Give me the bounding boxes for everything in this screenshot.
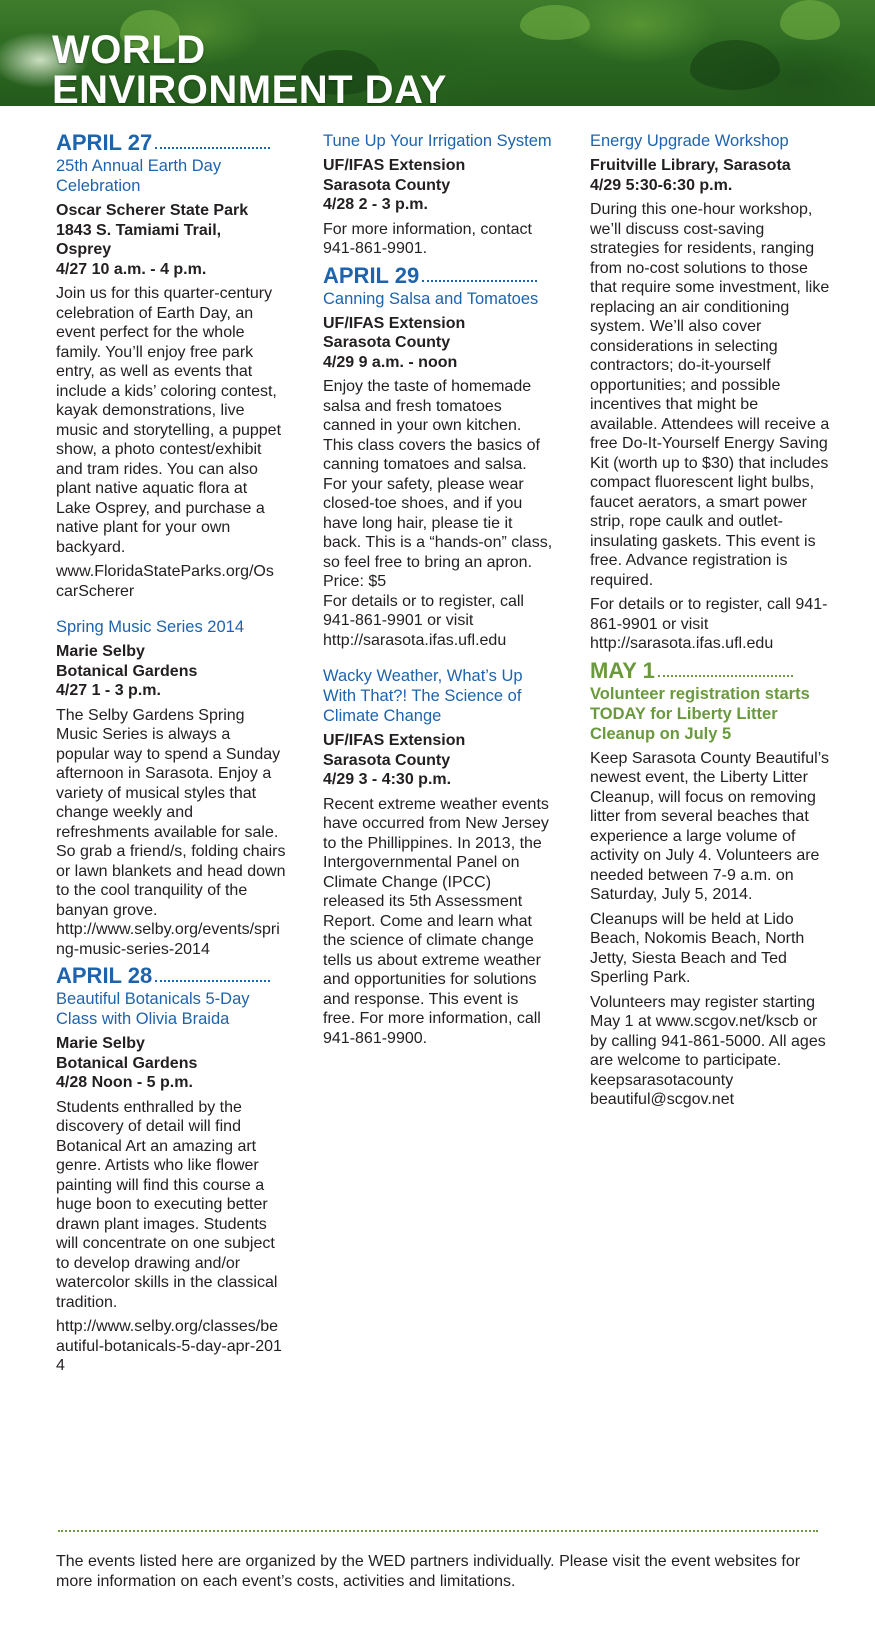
- event-description: The Selby Gardens Spring Music Series is always a popular way to spend a Sunday afternoon in Sarasota. Enjoy a variety of musical styles that change weekly and refreshments available for sale. So grab a friend/s, folding chairs or lawn blankets and head down to the cool tranquility of the banyan grove. http://www.selby.org/events/spring-music-series-2014: [56, 706, 286, 958]
- page-title-line1: WORLD: [52, 28, 206, 72]
- event-location: Botanical Gardens: [56, 1054, 198, 1072]
- event-location: UF/IFAS Extension: [323, 732, 466, 749]
- event-description: Recent extreme weather events have occurred from New Jersey to the Phillippines. In 2013, the Intergovernmental Panel on Climate Change (IPCC) released its 5th Assessment Report. Come and learn what the science of climate change tells us about extreme weather and opportunities for solutions and response. This event is free. For more information, call 941-861-9900.: [323, 795, 549, 1047]
- event-description: Enjoy the taste of homemade salsa and fresh tomatoes canned in your own kitchen. This class covers the basics of canning tomatoes and salsa. For your safety, please wear closed-toe shoes, and if you have long hair, please tie it back. This is a “hands-on” class, so feel free to bring an apron. Price: $5: [323, 378, 553, 590]
- event-time: 4/28 Noon - 5 p.m.: [56, 1074, 193, 1091]
- event-location: Oscar Scherer State Park: [56, 202, 249, 219]
- event-title: Spring Music Series 2014: [56, 618, 245, 636]
- event-location: Marie Selby: [56, 1035, 145, 1052]
- event-location: UF/IFAS Extension: [323, 157, 466, 174]
- event-location: UF/IFAS Extension: [323, 314, 466, 332]
- event-location: Botanical Gardens: [56, 662, 198, 680]
- event-title: Energy Upgrade Workshop: [590, 132, 789, 150]
- event-description: Cleanups will be held at Lido Beach, Nokomis Beach, North Jetty, Siesta Beach and Ted Sperling Park.: [590, 910, 805, 986]
- event-location: Osprey: [56, 241, 112, 258]
- footer-disclaimer: The events listed here are organized by the WED partners individually. Please visit the event websites for more information on each event’s costs, activities and limitations.: [56, 1553, 801, 1590]
- column-2: [323, 131, 553, 1053]
- column-3: [590, 131, 830, 1115]
- event-location: Sarasota County: [323, 176, 451, 194]
- dotted-leader: [155, 147, 270, 149]
- foliage-decoration: [690, 40, 780, 90]
- event-title: Tune Up Your Irrigation System: [323, 132, 552, 150]
- event-location: Fruitville Library, Sarasota: [590, 157, 791, 174]
- foliage-decoration: [520, 5, 590, 40]
- event-time: 4/28 2 - 3 p.m.: [323, 196, 428, 213]
- dotted-leader: [422, 280, 537, 282]
- event-link[interactable]: http://www.selby.org/classes/beautiful-botanicals-5-day-apr-2014: [56, 1318, 282, 1374]
- column-1: [56, 131, 286, 1381]
- event-time: 4/29 5:30-6:30 p.m.: [590, 176, 733, 194]
- event-title: Canning Salsa and Tomatoes: [323, 289, 539, 308]
- event-location: Sarasota County: [323, 751, 451, 769]
- event-description: Join us for this quarter-century celebration of Earth Day, an event perfect for the whole family. You’ll enjoy free park entry, as well as events that include a kids’ coloring contest, kayak demonstrations, live music and storytelling, a puppet show, a photo contest/exhibit and tram rides. You can also plant native aquatic flora at Lake Osprey, and purchase a native plant for your own backyard.: [56, 285, 282, 556]
- event-description: Keep Sarasota County Beautiful’s newest event, the Liberty Litter Cleanup, will focus on removing litter from several beaches that experience a large volume of activity on July 4. Volunteers are needed between 7-9 a.m. on Saturday, July 5, 2014.: [590, 749, 829, 903]
- event-contact: Volunteers may register starting May 1 at www.scgov.net/kscb or by calling 941-861-5000. All ages are welcome to participate. keepsarasotacounty beautiful@scgov.net: [590, 993, 826, 1108]
- event-title: 25th Annual Earth Day Celebration: [56, 157, 222, 195]
- event-description: For more information, contact 941-861-9901.: [323, 220, 532, 257]
- dotted-leader: [658, 675, 793, 677]
- event-time: 4/29 3 - 4:30 p.m.: [323, 771, 452, 788]
- date-heading: APRIL 28: [56, 964, 286, 988]
- event-description: During this one-hour workshop, we’ll discuss cost-saving strategies for residents, ranging from no-cost solutions to those that require some investment, like replacing an air conditioning system. We’ll also cover considerations in selecting contractors; do-it-yourself opportunities; and possible incentives that might be available. Attendees will receive a free Do-It-Yourself Energy Saving Kit (worth up to $30) that includes compact fluorescent light bulbs, faucet aerators, a smart power strip, rope caulk and outlet-insulating gaskets. This event is free. Advance registration is required.: [590, 201, 830, 589]
- event-title: Volunteer registration starts TODAY for Liberty Litter Cleanup on July 5: [590, 684, 810, 743]
- event-title: Wacky Weather, What’s Up With That?! The Science of Climate Change: [323, 667, 523, 725]
- footer-divider: [58, 1530, 818, 1532]
- date-heading: MAY 1: [590, 659, 830, 683]
- event-time: 4/29 9 a.m. - noon: [323, 353, 458, 371]
- dotted-leader: [155, 980, 270, 982]
- page-title-line2: ENVIRONMENT DAY: [52, 68, 447, 106]
- event-contact: For details or to register, call 941-861-9901 or visit http://sarasota.ifas.ufl.edu: [323, 592, 524, 649]
- event-description: Students enthralled by the discovery of detail will find Botanical Art an amazing art genre. Artists who like flower painting will find this course a huge boon to executing better drawn plant images. Students will concentrate on one subject to develop drawing and/or watercolor skills in the classical tradition.: [56, 1098, 278, 1311]
- event-location: Sarasota County: [323, 334, 451, 351]
- event-location: 1843 S. Tamiami Trail,: [56, 221, 222, 239]
- date-heading: APRIL 29: [323, 264, 553, 288]
- header-banner: [0, 0, 875, 106]
- foliage-decoration: [780, 0, 840, 40]
- event-link[interactable]: www.FloridaStateParks.org/OscarScherer: [56, 563, 274, 600]
- event-time: 4/27 1 - 3 p.m.: [56, 682, 161, 699]
- event-location: Marie Selby: [56, 643, 145, 660]
- event-time: 4/27 10 a.m. - 4 p.m.: [56, 260, 207, 278]
- event-title: Beautiful Botanicals 5-Day Class with Olivia Braida: [56, 990, 250, 1028]
- date-heading: APRIL 27: [56, 131, 286, 155]
- event-contact: For details or to register, call 941-861-9901 or visit http://sarasota.ifas.ufl.edu: [590, 596, 828, 652]
